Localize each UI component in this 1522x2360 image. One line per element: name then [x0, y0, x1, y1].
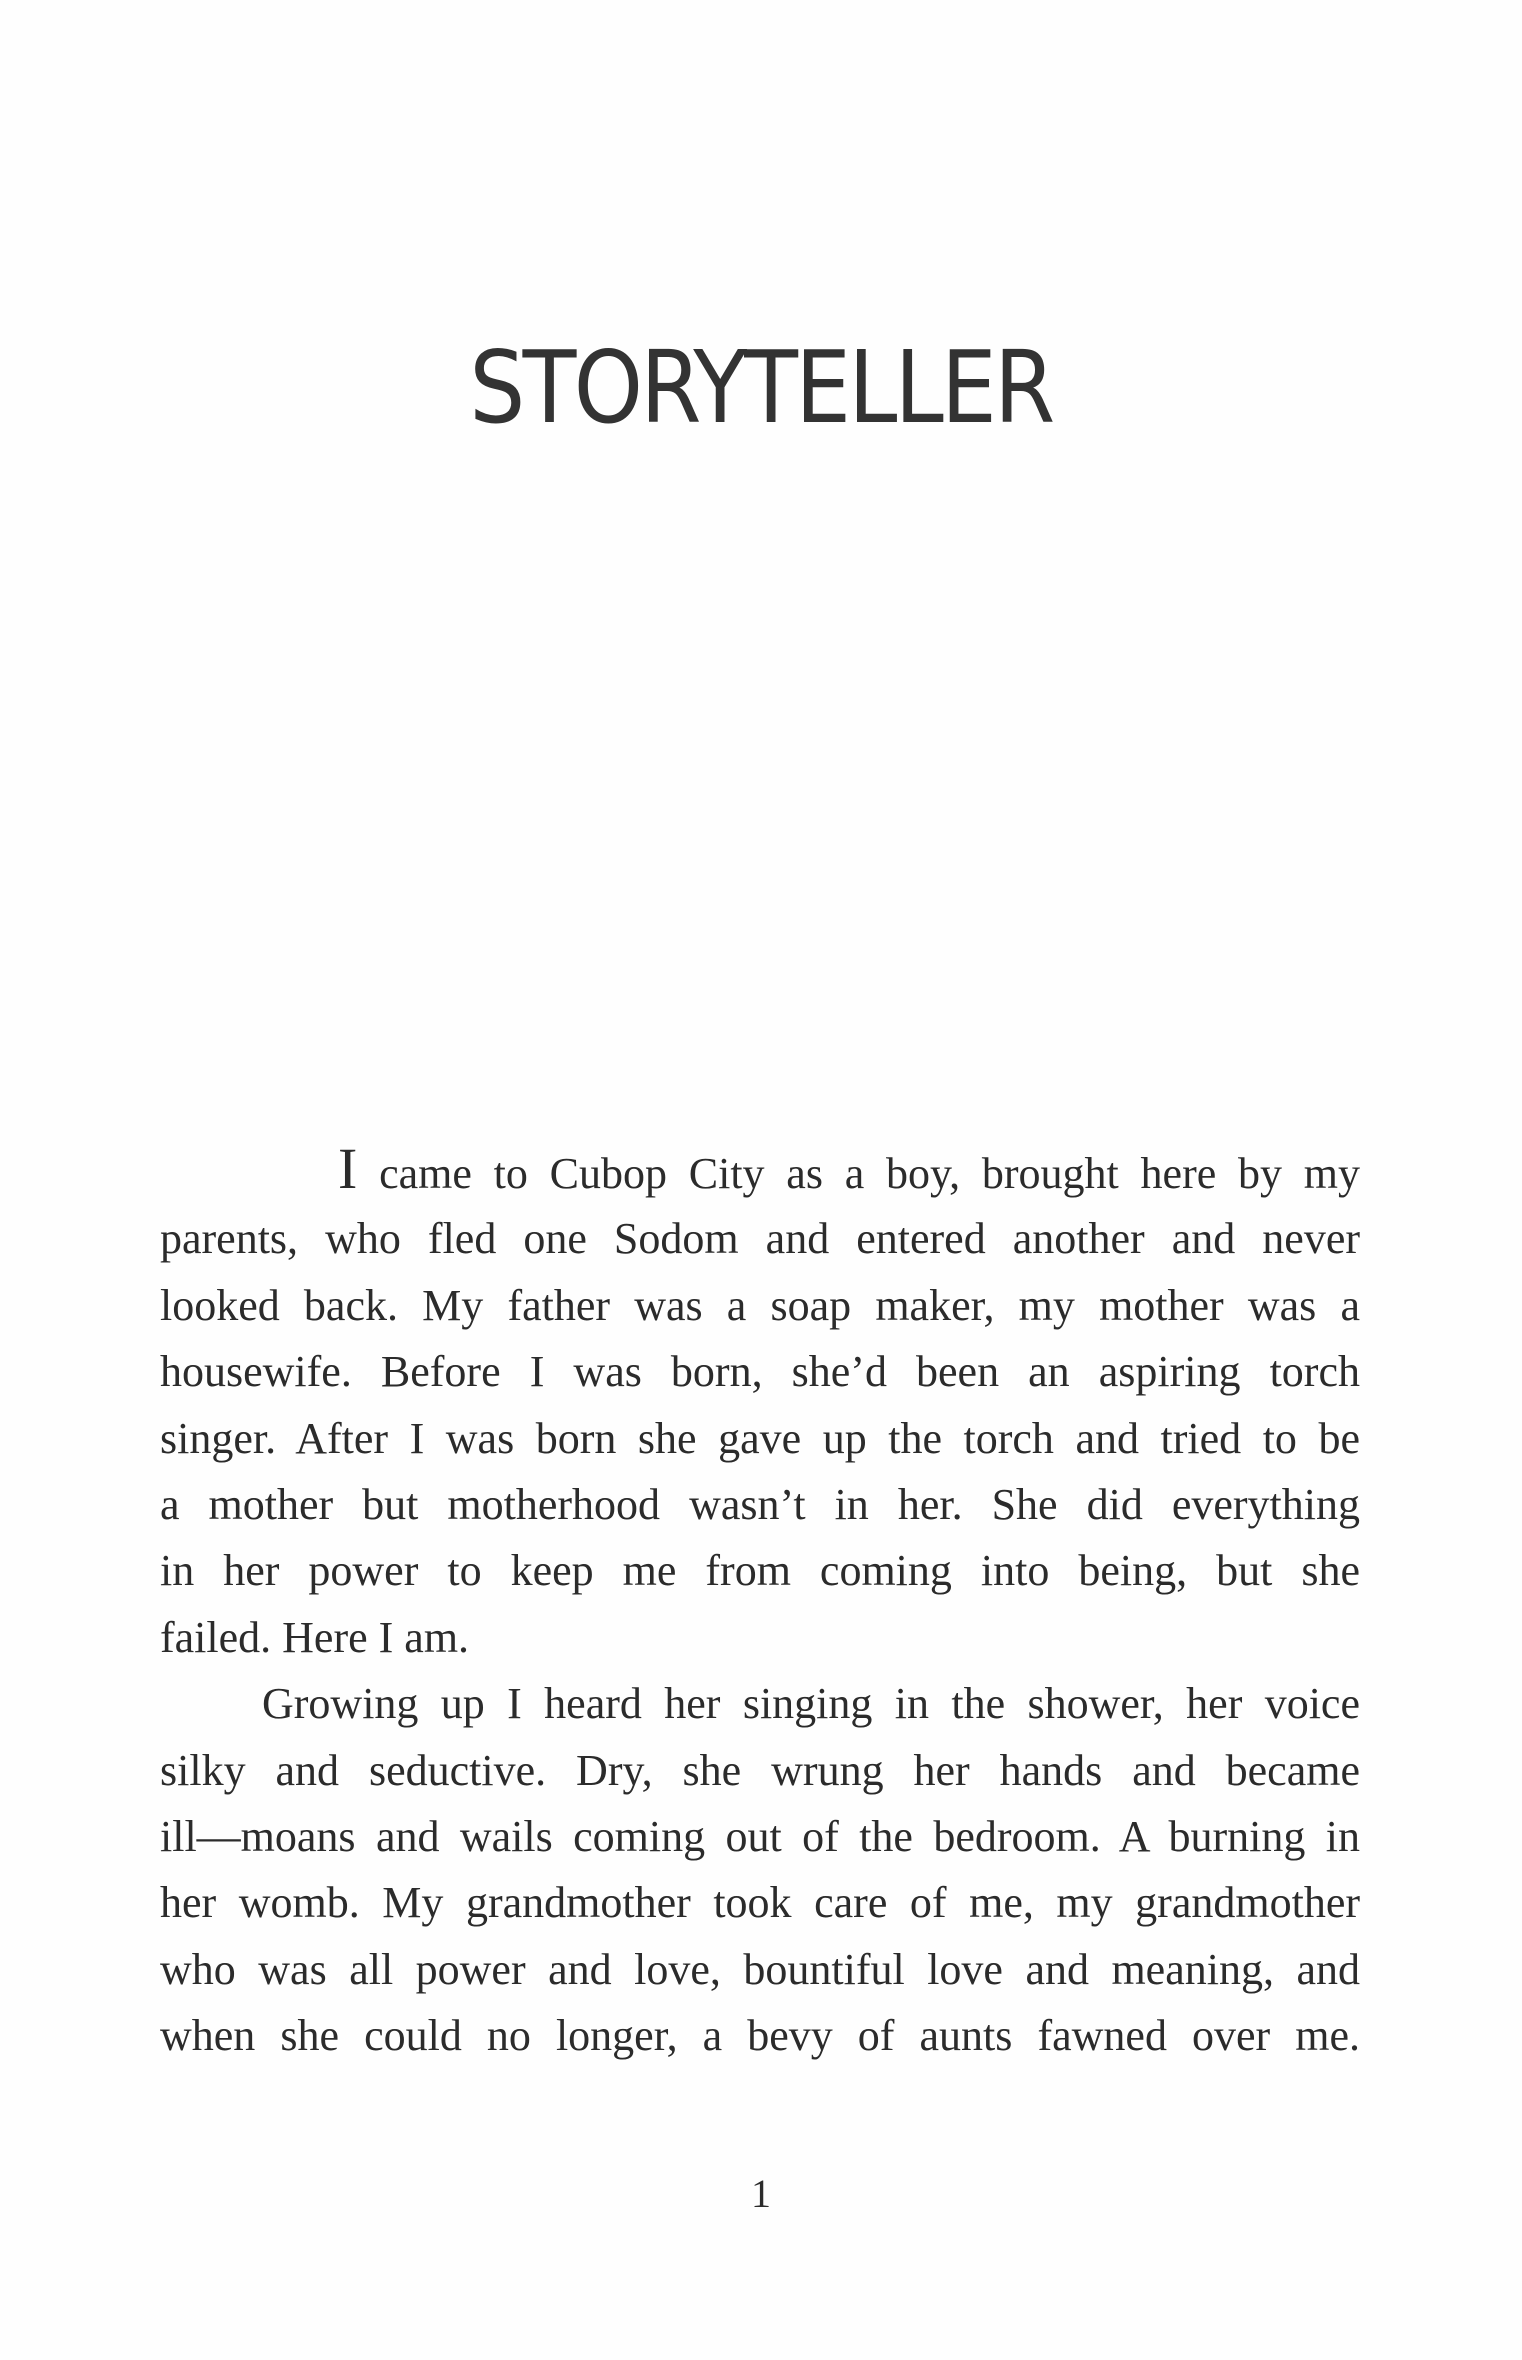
- drop-cap: I: [338, 1136, 358, 1201]
- text-line: singer. After I was born she gave up the torch and tried to be: [160, 1413, 1360, 1463]
- paragraph-2: [160, 1671, 1360, 2069]
- text-line: housewife. Before I was born, she’d been an aspiring torch: [160, 1347, 1360, 1397]
- body-text: [160, 1136, 1360, 2069]
- text-line: silky and seductive. Dry, she wrung her hands and became: [160, 1745, 1360, 1795]
- text-line: a mother but motherhood wasn’t in her. She did everything: [160, 1479, 1360, 1529]
- text-line: Growing up I heard her singing in the shower, her voice: [262, 1679, 1360, 1729]
- page-number: 1: [751, 2171, 771, 2216]
- text-line: her womb. My grandmother took care of me, my grandmother: [160, 1878, 1360, 1928]
- text-line: failed. Here I am.: [160, 1612, 470, 1662]
- text-line: when she could no longer, a bevy of aunts fawned over me.: [160, 2011, 1360, 2061]
- chapter-title: STORYTELLER: [469, 329, 1053, 446]
- text-line: ill—moans and wails coming out of the bedroom. A burning in: [160, 1811, 1360, 1861]
- text-line: in her power to keep me from coming into being, but she: [160, 1546, 1360, 1596]
- paragraph-1: [160, 1136, 1360, 1671]
- text-line: I came to Cubop City as a boy, brought here by my: [338, 1136, 1360, 1201]
- text-line: looked back. My father was a soap maker, my mother was a: [160, 1280, 1360, 1330]
- text-line: who was all power and love, bountiful love and meaning, and: [160, 1944, 1360, 1994]
- text-line: parents, who fled one Sodom and entered another and never: [160, 1214, 1360, 1264]
